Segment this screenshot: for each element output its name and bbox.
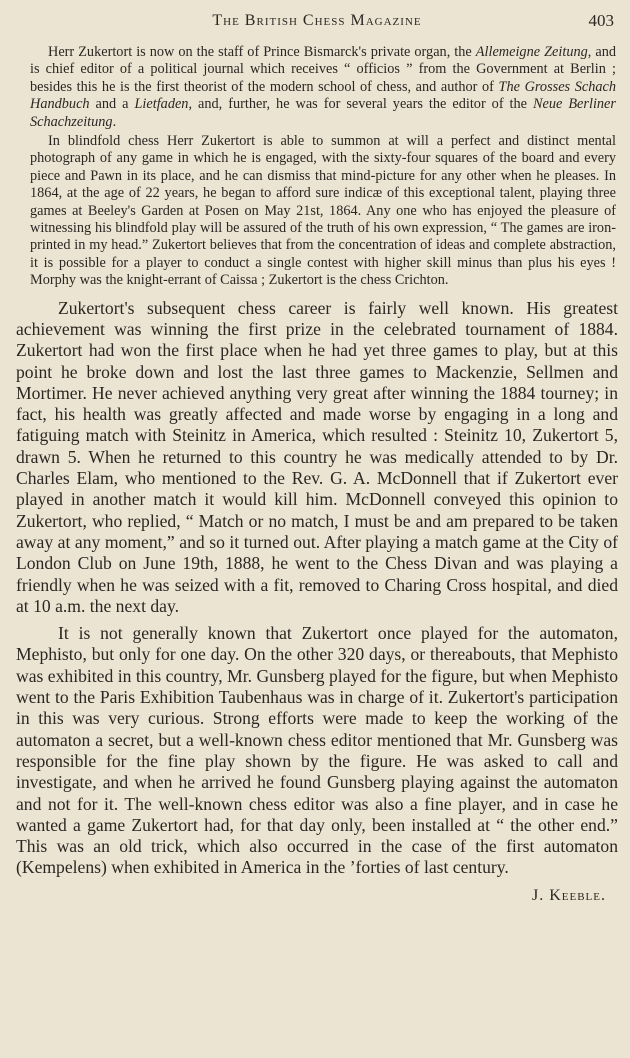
article-body — [16, 298, 618, 879]
italic-title: The Grosses Schach Handbuch — [30, 78, 616, 113]
italic-title: Lietfaden — [134, 96, 189, 113]
author-signature: J. Keeble. — [532, 886, 606, 904]
italic-title: Allemeigne Zeitung — [475, 44, 588, 60]
body-paragraph-2: It is not generally known that Zukertort once played for the automaton, Mephisto, but only for one day. On the other 320 days, or thereabouts, that Mephisto was exhibited in this country, Mr. Gunsberg played for the figure, but when Mephisto went to the Paris Exhibition Taubenhaus was in charge of it. Zukertort's participation in this was very curious. Strong efforts were made to keep the working of the automaton a secret, but a well-known chess editor mentioned that Mr. Gunsberg was responsible for the fine play shown by the figure. He was asked to call and investigate, and when he arrived he found Gunsberg playing against the automaton and not for it. The well-known chess editor was also a fine player, and in case he wanted a game Zukertort had, for that day only, been installed at “ the other end.” This was an old trick, which also occurred in the case of the first automaton (Kempelens) when exhibited in America in the ’forties of last century. — [16, 623, 618, 878]
body-paragraph-1: Zukertort's subsequent chess career is fairly well known. His greatest achievement was winning the first prize in the celebrated tournament of 1884. Zukertort had won the first place when he had yet three games to play, but at this point he broke down and lost the last three games to Mackenzie, Sellmen and Mortimer. He never achieved anything very great after winning the 1884 tourney; in fact, his health was greatly affected and made worse by engaging in a long and fatiguing match with Steinitz in America, which resulted : Steinitz 10, Zukertort 5, drawn 5. When he returned to this country he was medically attended to by Dr. Charles Elam, who mentioned to the Rev. G. A. McDonnell that if Zukertort ever played in another match it would kill him. McDonnell conveyed this opinion to Zukertort, who replied, “ Match or no match, I must be and am prepared to be taken away at any moment,” and so it turned out. After playing a match game at the City of London Club on June 19th, 1888, he went to the Chess Divan and was playing a friendly when he was seized with a fit, removed to Charing Cross hospital, and died at 10 a.m. the next day. — [16, 297, 618, 616]
page-number: 403 — [588, 11, 614, 30]
italic-title: Neue Berliner Schachzeitung — [30, 96, 616, 130]
quote-text: , and, further, he was for several years the editor of the — [188, 96, 533, 113]
running-head — [14, 8, 620, 34]
quote-paragraph-1 — [30, 44, 616, 131]
quote-text: and a — [89, 96, 135, 113]
quote-text: , and is chief editor of a political journal which receives “ officios ” from the Government at Berlin ; besides this he is the first theorist of the modern school of chess, and author of — [30, 44, 617, 95]
quote-paragraph-2: In blindfold chess Herr Zukertort is able to summon at will a perfect and distinct mental photograph of any game in which he is engaged, with the sixty-four squares of the board and every piece and Pawn in its place, and he can dismiss that mind-picture for any other when he pleases. In 1864, at the age of 22 years, he began to afford sure indicæ of this exceptional talent, playing three games at Beeley's Garden at Posen on May 21st, 1864. Any one who has enjoyed the pleasure of witnessing his blindfold play will be assured of the truth of his own expression, “ The games are iron-printed in my head.” Zukertort believes that from the concentration of ideas and complete abstraction, it is possible for a player to conduct a single contest with higher skill minus than plus his eyes ! Morphy was the knight-errant of Caissa ; Zukertort is the chess Crichton. — [30, 133, 616, 289]
running-title: The British Chess Magazine — [212, 12, 422, 29]
quoted-extract — [30, 44, 616, 290]
quote-text: . — [112, 113, 117, 130]
quote-text: Herr Zukertort is now on the staff of Prince Bismarck's private organ, the — [48, 44, 476, 60]
